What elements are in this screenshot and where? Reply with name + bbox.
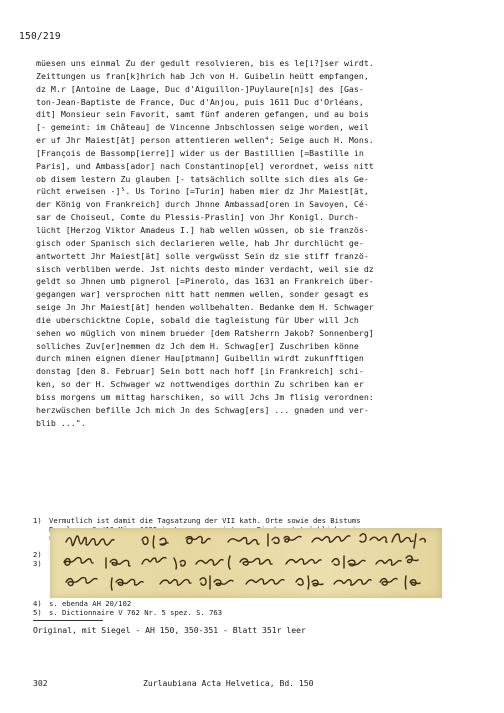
text-line: sehen wo müglich von minem brueder [dem Ratsherrn Jakob? Sonnenberg] (36, 327, 374, 338)
text-line: Paris], und Ambass[ador] nach Constantinop[el] verordnet, weiss nitt (36, 160, 374, 171)
text-line: Zeittungen us fran[k]hrich hab Jch von H. Guibelin heütt empfangen, (36, 70, 369, 81)
source-note: Original, mit Siegel - AH 150, 350-351 - Blatt 351r leer (33, 625, 306, 635)
footnote-line: s. ebenda AH 20/102 (49, 599, 132, 608)
footnote-number: 4) (33, 599, 42, 608)
text-line: gisch oder Spanisch sich declarieren welle, hab Jhr durchlücht ge- (36, 237, 364, 248)
main-transcription (36, 57, 464, 429)
source-divider (33, 620, 103, 621)
text-line: durch minen eignen diener Hau[ptmann] Guibellin wirdt zukunfftigen (36, 353, 364, 364)
text-line: die uberschicktne Copie, sobald die tagleistung für Uber will Jch (36, 314, 359, 325)
text-line: gegangen war] versprochen nitt hatt nemmen wellen, sonder gesagt es (36, 289, 369, 300)
text-line: [- gemeint: im Château] de Vincenne Jnbschlossen seige worden, weil (36, 122, 369, 133)
text-line: rücht erweisen -]⁵. Us Torino [=Turin] haben mier dz Jhr Maiest[ät, (36, 186, 369, 197)
text-line: biss morgens um mittag harschiken, so will Jchs Jm flisig verordnen: (36, 391, 374, 402)
text-line: geldt so Jhnen umb pignerol [=Pinerolo, das 1631 an Frankreich über- (36, 276, 374, 287)
text-line: blib ...". (36, 417, 86, 428)
footnote-line: Vermutlich ist damit die Tagsatzung der VII kath. Orte sowie des Bistums (49, 516, 361, 525)
text-line: ob disem lestern Zu glauben [- tatsächlich sollte sich dies als Ge- (36, 173, 369, 184)
footnote (33, 609, 463, 618)
document-number: 150/219 (19, 31, 61, 42)
footnote-number: 5) (33, 607, 42, 617)
text-line: er uf Jhr Maiest[ät] person attentieren wellen⁴; Seige auch H. Mons. (36, 135, 374, 146)
handwriting-hidden-text: Wallinnen; Gebett sprach der Ordenliche bott... Jabinnan Cundige (226, 594, 266, 595)
text-line: [François de Bassomp[ierre]] wider us der Bastillien [=Bastille in (36, 147, 364, 158)
page-number: 302 (33, 678, 48, 688)
footnote-number: 3) (33, 558, 42, 568)
footnote-number: 1) (33, 516, 42, 525)
publication-title: Zurlaubiana Acta Helvetica, Bd. 150 (143, 678, 314, 688)
text-line: müesen uns einmal Zu der gedult resolvieren, bis es le[i?]ser wirdt. (36, 58, 374, 68)
text-line: donstag [den 8. Februar] Sein bott nach hoff [in Frankreich] schi- (36, 366, 364, 377)
text-line: antwortett Jhr Maiest[ät] solle vergwüsst Sein dz sie stiff franzö- (36, 250, 369, 261)
text-line: dz M.r [Antoine de Laage, Duc d'Aiguillon-]Puylaure[n]s] des [Gas- (36, 83, 364, 94)
footnote-line: s. Dictionnaire V 762 Nr. 5 spez. S. 763 (49, 607, 223, 617)
text-line: sar de Choiseul, Comte du Plessis-Praslin] von Jhr Konigl. Durch- (36, 212, 359, 223)
text-line: ton-Jean-Baptiste de France, Duc d'Anjou, puis 1611 Duc d'Orléans, (36, 96, 364, 107)
text-line: sisch verbliben werde. Jst nichts desto minder verdacht, weil sie dz (36, 263, 374, 274)
text-line: herzwüschen befille Jch mich Jn des Schwag[ers] ... gnaden und ver- (36, 404, 369, 415)
text-line: dit] Monsieur sein Favorit, samt fünf anderen gefangen, und au bois (36, 109, 369, 120)
text-line: ken, so der H. Schwager wz nottwendiges dorthin Zu schriben kan er (36, 379, 364, 390)
text-line: lücht [Herzog Viktor Amadeus I.] hab wellen wüssen, ob sie französ- (36, 224, 369, 235)
text-line: der König von Frankreich] durch Jhnne Ambassad[oren in Savoyen, Cé- (36, 199, 369, 210)
footnotes-block-continued (33, 600, 463, 617)
footnote-number: 2) (33, 550, 42, 560)
handwriting-facsimile-image (50, 528, 442, 598)
text-line: seige Jn Jhr Maiest[ät] henden wollbehalten. Bedanke dem H. Schwager (36, 302, 374, 313)
text-line: solliches Zuv[er]nemmen dz Jch dem H. Schwag[er] Zuschriben könne (36, 340, 359, 351)
